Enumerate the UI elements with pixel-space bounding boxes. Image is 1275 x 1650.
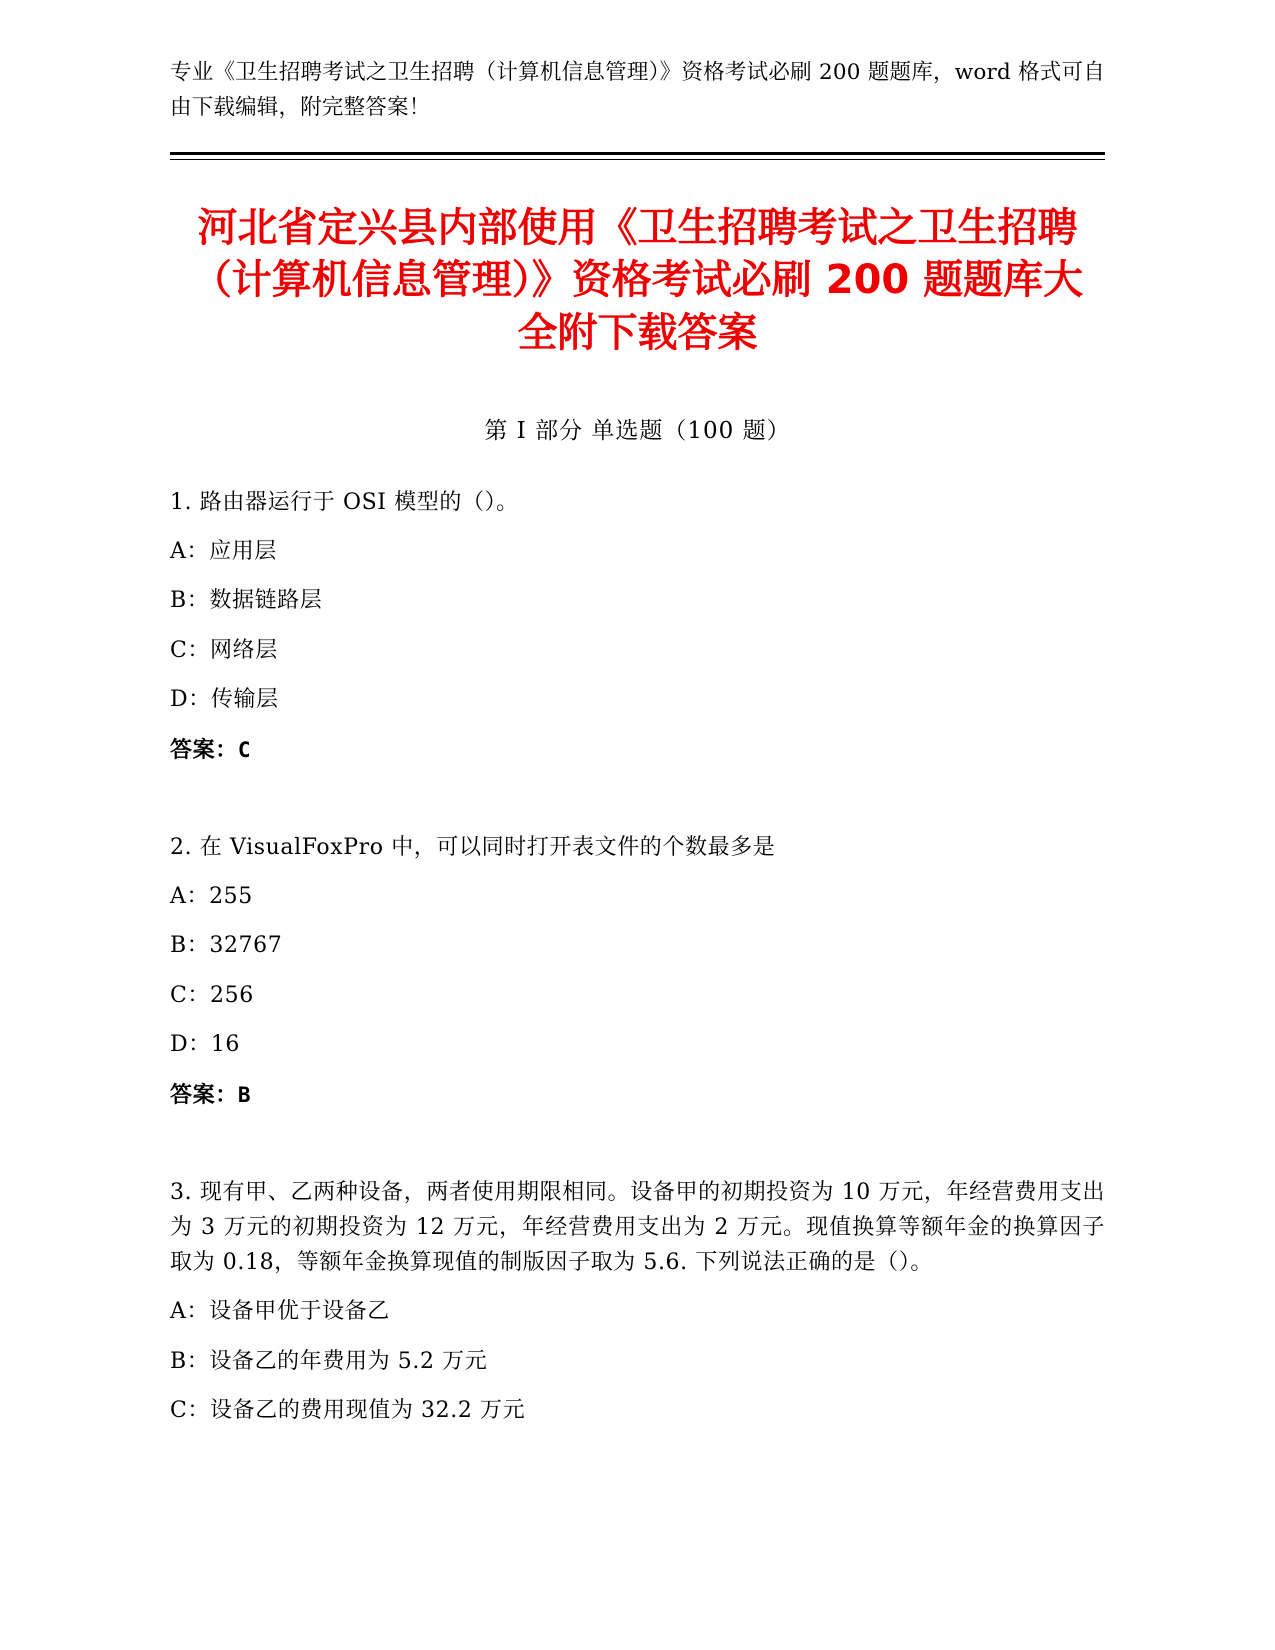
question-block — [170, 830, 1105, 1109]
header-divider — [170, 152, 1105, 160]
question-spacer — [170, 764, 1105, 790]
question-option: A：应用层 — [170, 539, 277, 565]
page-title: 河北省定兴县内部使用《卫生招聘考试之卫生招聘（计算机信息管理）》资格考试必刷 200 题题库大全附下载答案 — [191, 204, 1084, 357]
question-option: A：255 — [170, 884, 253, 910]
question-option: B：设备乙的年费用为 5.2 万元 — [170, 1348, 488, 1374]
question-stem: 1. 路由器运行于 OSI 模型的（）。 — [170, 490, 519, 516]
question-option: B：数据链路层 — [170, 588, 323, 614]
question-option: C：256 — [170, 982, 254, 1008]
divider-line-thin — [170, 159, 1105, 160]
question-option: D：传输层 — [170, 686, 279, 712]
question-option: A：设备甲优于设备乙 — [170, 1299, 390, 1325]
header-note: 专业《卫生招聘考试之卫生招聘（计算机信息管理）》资格考试必刷 200 题题库，word 格式可自由下载编辑，附完整答案！ — [170, 60, 1105, 120]
question-option: B：32767 — [170, 933, 283, 959]
question-option: D：16 — [170, 1031, 241, 1057]
question-block — [170, 1175, 1105, 1428]
answer-label: 答案： — [170, 1081, 238, 1108]
question-stem: 3. 现有甲、乙两种设备，两者使用期限相同。设备甲的初期投资为 10 万元，年经营费用支出为 3 万元的初期投资为 12 万元，年经营费用支出为 2 万元。现值换算等额年金的换算因子取为 0.18，等额年金换算现值的制版因子取为 5.6. 下列说法正确的是（）。 — [170, 1179, 1105, 1276]
answer-value: C — [237, 737, 252, 762]
question-option: C：设备乙的费用现值为 32.2 万元 — [170, 1397, 526, 1423]
divider-line-thick — [170, 152, 1105, 155]
section-heading: 第 I 部分 单选题（100 题） — [484, 418, 791, 445]
question-block — [170, 485, 1105, 764]
answer-value: B — [237, 1082, 252, 1107]
answer-line — [170, 1078, 1105, 1109]
question-spacer — [170, 1109, 1105, 1135]
question-stem: 2. 在 VisualFoxPro 中，可以同时打开表文件的个数最多是 — [170, 834, 776, 860]
answer-line — [170, 733, 1105, 764]
question-option: C：网络层 — [170, 637, 278, 663]
answer-label: 答案： — [170, 736, 238, 763]
